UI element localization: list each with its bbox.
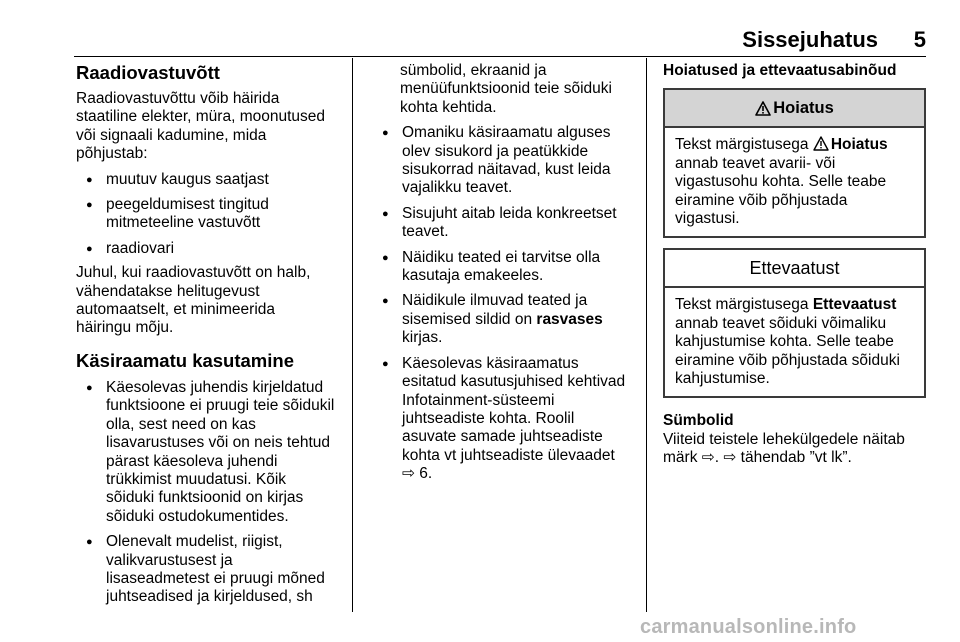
column-3 <box>663 62 926 468</box>
column-divider-1 <box>352 58 353 612</box>
list-item: ● peegeldumisest tingitud mitmeteeline vastuvõtt <box>76 196 346 233</box>
symbols-section <box>663 412 926 467</box>
page-title: Sissejuhatus <box>742 27 878 52</box>
warning-box-body: Tekst märgistusega Hoiatus annab teavet avarii- või vigastusohu kohta. Selle teabe eiramine võib põhjustada vigastusi. <box>675 136 888 228</box>
manual-bullet-list-cont <box>372 124 634 483</box>
list-item: ● muutuv kaugus saatjast <box>76 171 346 189</box>
list-item: ● Näidiku teated ei tarvitse olla kasutaja emakeeles. <box>372 249 634 286</box>
warning-box-title: Hoiatus <box>773 99 834 118</box>
column-divider-2 <box>646 58 647 612</box>
column-2 <box>372 62 634 484</box>
caution-box-header <box>665 250 924 288</box>
warning-triangle-icon <box>813 136 829 151</box>
page-header <box>0 0 960 56</box>
radio-bullet-list <box>76 171 346 259</box>
list-item: ● Käesolevas käsiraamatus esitatud kasutusjuhised kehtivad Infotainment-süsteemi juhtseadiste kohta. Roolil asuvate samade juhtseadiste kohta vt juhtseadiste ülevaadet ⇨ 6. <box>372 355 634 484</box>
watermark: carmanualsonline.info <box>640 616 857 638</box>
caution-box <box>663 248 926 398</box>
list-item: ● Käesolevas juhendis kirjeldatud funktsioone ei pruugi teie sõidukil olla, sest need on kas lisavarustuses või on neis tehtud pärast käesoleva juhendi trükkimist muudatusi. Kõik sõiduki funktsioonid on kirjas sõiduki ostudokumentides. <box>76 379 346 526</box>
bold-term: rasvases <box>536 310 603 328</box>
radio-outro: Juhul, kui raadiovastuvõtt on halb, vähendatakse helitugevust automaatselt, et minimeerida häiringu mõju. <box>76 264 311 337</box>
list-item: ● Olenevalt mudelist, riigist, valikvarustusest ja lisaseadmetest ei pruugi mõned juhtseadised ja kirjeldused, sh <box>76 533 346 607</box>
warnings-heading: Hoiatused ja ettevaatusabinõud <box>663 62 897 79</box>
radio-intro: Raadiovastuvõttu võib häirida staatiline elekter, müra, moonutused või signaali kadumine, mida põhjustab: <box>76 90 325 163</box>
column-1 <box>76 62 346 607</box>
header-rule <box>74 56 926 57</box>
list-item: ● Sisujuht aitab leida konkreetset teavet. <box>372 205 634 242</box>
continued-text: sümbolid, ekraanid ja menüüfunktsioonid teie sõiduki kohta kehtida. <box>400 62 612 116</box>
page-number: 5 <box>913 27 926 52</box>
list-item: ● raadiovari <box>76 240 346 258</box>
manual-bullet-list <box>76 379 346 607</box>
page-reference: ⇨ 6. <box>402 465 433 483</box>
list-item: ● Näidikule ilmuvad teated ja sisemised sildid on rasvases kirjas. <box>372 292 634 347</box>
radio-heading: Raadiovastuvõtt <box>76 62 220 83</box>
symbols-heading: Sümbolid <box>663 412 734 430</box>
caution-box-body: Tekst märgistusega Ettevaatust annab teavet sõiduki võimaliku kahjustumise kohta. Selle teabe eiramine võib põhjustada sõiduki kahjustumise. <box>675 296 900 388</box>
warning-box-header <box>665 90 924 128</box>
manual-heading: Käsiraamatu kasutamine <box>76 349 294 371</box>
caution-box-title: Ettevaatust <box>749 258 840 279</box>
list-item: ● Omaniku käsiraamatu alguses olev sisukord ja peatükkide sisukorrad näitavad, kust leida vajalikku teavet. <box>372 124 634 198</box>
warning-triangle-icon <box>755 101 771 116</box>
symbols-text: Viiteid teistele lehekülgedele näitab märk ⇨. ⇨ tähendab ”vt lk”. <box>663 430 905 467</box>
warning-box <box>663 88 926 238</box>
